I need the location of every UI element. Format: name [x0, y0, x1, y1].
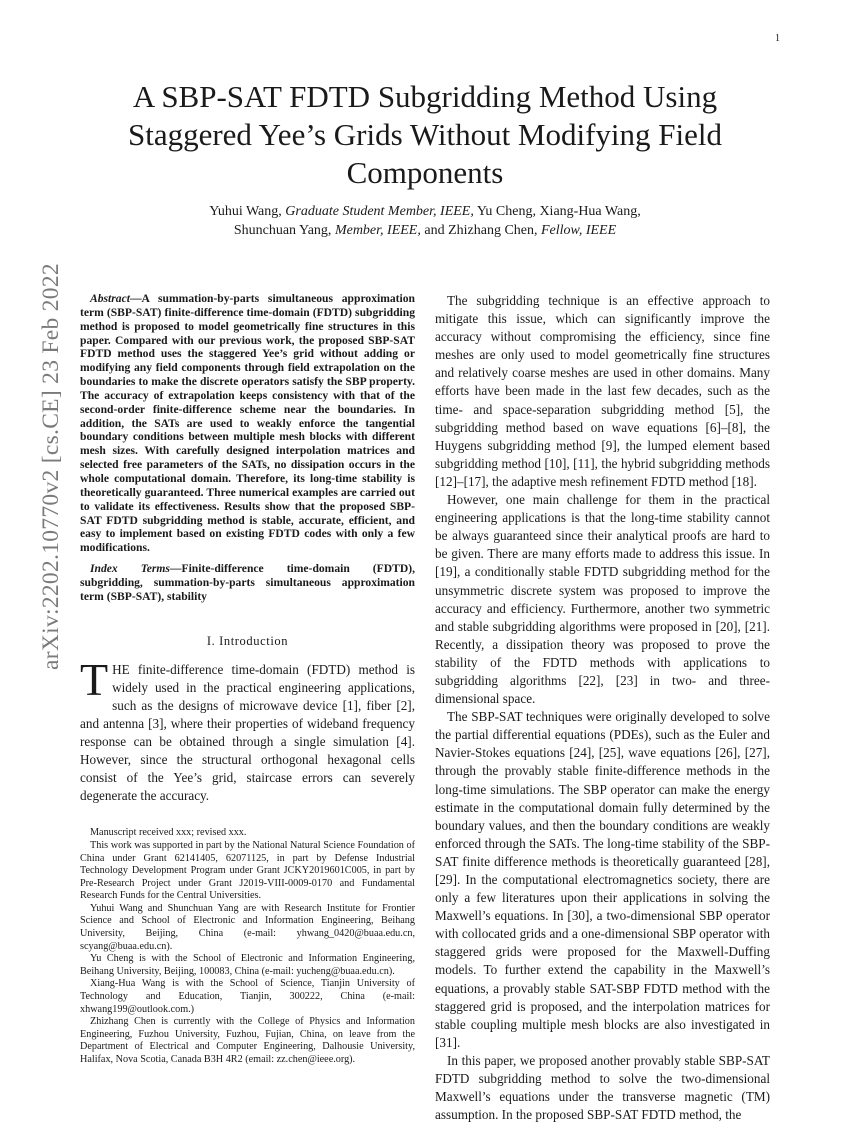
footnote: Zhizhang Chen is currently with the College of Physics and Information Engineering, Fuzhou University, Fuzhou, Fujian, China, on leave from the Department of Electrical and Computer Engineering, Dalhousie University, Halifax, Nova Scotia, Canada B3H 4R2 (email: zz.chen@ieee.org).: [80, 1016, 415, 1065]
author-line-2: Shunchuan Yang, Member, IEEE, and Zhizhang Chen, Fellow, IEEE: [233, 223, 617, 238]
index-terms: [80, 562, 415, 604]
footnotes: [80, 827, 415, 1066]
footnote: Manuscript received xxx; revised xxx.: [90, 827, 247, 839]
drop-cap: T: [80, 653, 109, 705]
footnote: Yuhui Wang and Shunchuan Yang are with Research Institute for Frontier Science and School of Electronic and Information Engineering, Beihang University, Beijing, China (e-mail: yhwang_0420@buaa.edu.cn, scyang@buaa.edu.cn).: [80, 902, 415, 952]
body-paragraph: The subgridding technique is an effective approach to mitigate this issue, which can significantly improve the accuracy without compromising the efficiency, since fine meshes are only used to model geometrically fine structures and relatively coarse meshes are used in other domains. Many efforts have been made in the last few decades, such as the time- and space-separation subgridding method [5], the subgridding method based on wave equations [6]–[8], the Huygens subgridding method [9], the lumped element based subgridding method [10], [11], the hybrid subgridding methods [12]–[17], the adaptive mesh refinement FDTD method [18].: [435, 293, 770, 489]
body-paragraph: In this paper, we proposed another provably stable SBP-SAT FDTD subgridding method to solve the two-dimensional Maxwell’s equations under the transverse magnetic (TM) assumption. In the proposed SBP-SAT FDTD method, the: [435, 1052, 770, 1123]
author-line-1: Yuhui Wang, Graduate Student Member, IEEE, Yu Cheng, Xiang-Hua Wang,: [209, 204, 641, 219]
right-column: [435, 292, 770, 1124]
arxiv-identifier[interactable]: arXiv:2202.10770v2 [cs.CE] 23 Feb 2022: [38, 263, 64, 670]
footnote: Xiang-Hua Wang is with the School of Science, Tianjin University of Technology and Education, Tianjin, 300222, China (e-mail: xhwang199@outlook.com.): [80, 978, 415, 1015]
abstract: [80, 292, 415, 555]
abstract-label: Abstract: [90, 292, 130, 305]
section-heading-introduction: I. Introduction: [206, 633, 289, 648]
index-terms-label: Index Terms: [90, 562, 170, 576]
footnote: Yu Cheng is with the School of Electronic and Information Engineering, Beihang University, Beijing, 100083, China (e-mail: yucheng@buaa.edu.cn).: [80, 953, 415, 977]
body-paragraph: The SBP-SAT techniques were originally developed to solve the partial differential equations (PDEs), such as the Euler and Navier-Stokes equations [24], [25], wave equations [26], [27], through the provably stable finite-difference methods in the long-time simulations. The SBP operator can make the energy estimate in the computational domain fully determined by the boundary values, and then the boundary conditions are weakly enforced through the SATs. The long-time stability of the SBP-SAT finite difference methods is theoretically guaranteed [28], [29]. In the computational electromagnetics society, there are only a few literatures upon their applications in solving the Maxwell’s equations. In [30], a two-dimensional SBP operator with collocated grids and a one-dimensional SBP operator with staggered grids were proposed for the Maxwell-Duffing models. To further extend the capability in the Maxwell’s equations, a provably stable SAT-SBP FDTD method with the staggered grid is proposed, and the interpolation matrices for stable coupling multiple mesh blocks are also investigated in [31].: [435, 709, 770, 1050]
index-terms-text: —Finite-difference time-domain (FDTD), subgridding, summation-by-parts simultaneous approximation term (SBP-SAT), stability: [80, 562, 415, 603]
paper-title: A SBP-SAT FDTD Subgridding Method Using Staggered Yee’s Grids Without Modifying Field Components: [127, 79, 723, 190]
body-paragraph: However, one main challenge for them in the practical engineering applications is that the long-time stability cannot be always guaranteed since their analytical proofs are hard to be given. There are many efforts made to address this issue. In [19], a conditionally stable FDTD subgridding method for the unsymmetric discrete system was proposed to improve the accuracy and efficiency. Furthermore, another two symmetric and stable subgridding algorithms were proposed in [20], [21]. Recently, a dissipation theory was proposed to prove the stability of the FDTD methods with applications to subgridding algorithms [22], [23] in two- and three-dimensional space.: [435, 492, 770, 707]
intro-text: HE finite-difference time-domain (FDTD) method is widely used in the practical engineering applications, such as the designs of microwave device [1], fiber [2], and antenna [3], where their properties of wideband frequency response can be obtained through a single simulation [4]. However, since the structural orthogonal hexagonal cells consist of the Yee’s grid, staircase errors can severely degenerate the accuracy.: [80, 661, 415, 804]
left-column: [80, 292, 415, 1067]
author-list: [80, 202, 770, 240]
page-number: 1: [775, 33, 780, 44]
abstract-text: —A summation-by-parts simultaneous approximation term (SBP-SAT) finite-difference time-domain (FDTD) subgridding method is proposed to model geometrically fine structures in this paper. Compared with our previous work, the proposed SBP-SAT FDTD method uses the staggered Yee’s grid without adding or modifying any field components through field extrapolation on the boundaries to make the discrete operators satisfy the SBP property. The accuracy of extrapolation keeps consistency with that of the second-order finite-difference scheme near the boundaries. In addition, the SATs are used to weakly enforce the tangential boundary conditions between multiple mesh blocks with different mesh sizes. With carefully designed interpolation matrices and selected free parameters of the SATs, no dissipation occurs in the whole computational domain. Therefore, its long-time stability is theoretically guaranteed. Three numerical examples are carried out to validate its effectiveness. Results show that the proposed SBP-SAT FDTD subgridding method is stable, accurate, efficient, and easy to implement based on existing FDTD codes with only a few modifications.: [80, 292, 415, 555]
footnote: This work was supported in part by the National Natural Science Foundation of China under Grant 62141405, 62071125, in part by Defense Industrial Technology Development Program under Grant JCKY2019601C005, in part by Pre-Research Project under Grant J2019-VIII-0009-0170 and Fundamental Research Funds for the Central Universities.: [80, 839, 415, 902]
intro-paragraph: [80, 653, 415, 806]
